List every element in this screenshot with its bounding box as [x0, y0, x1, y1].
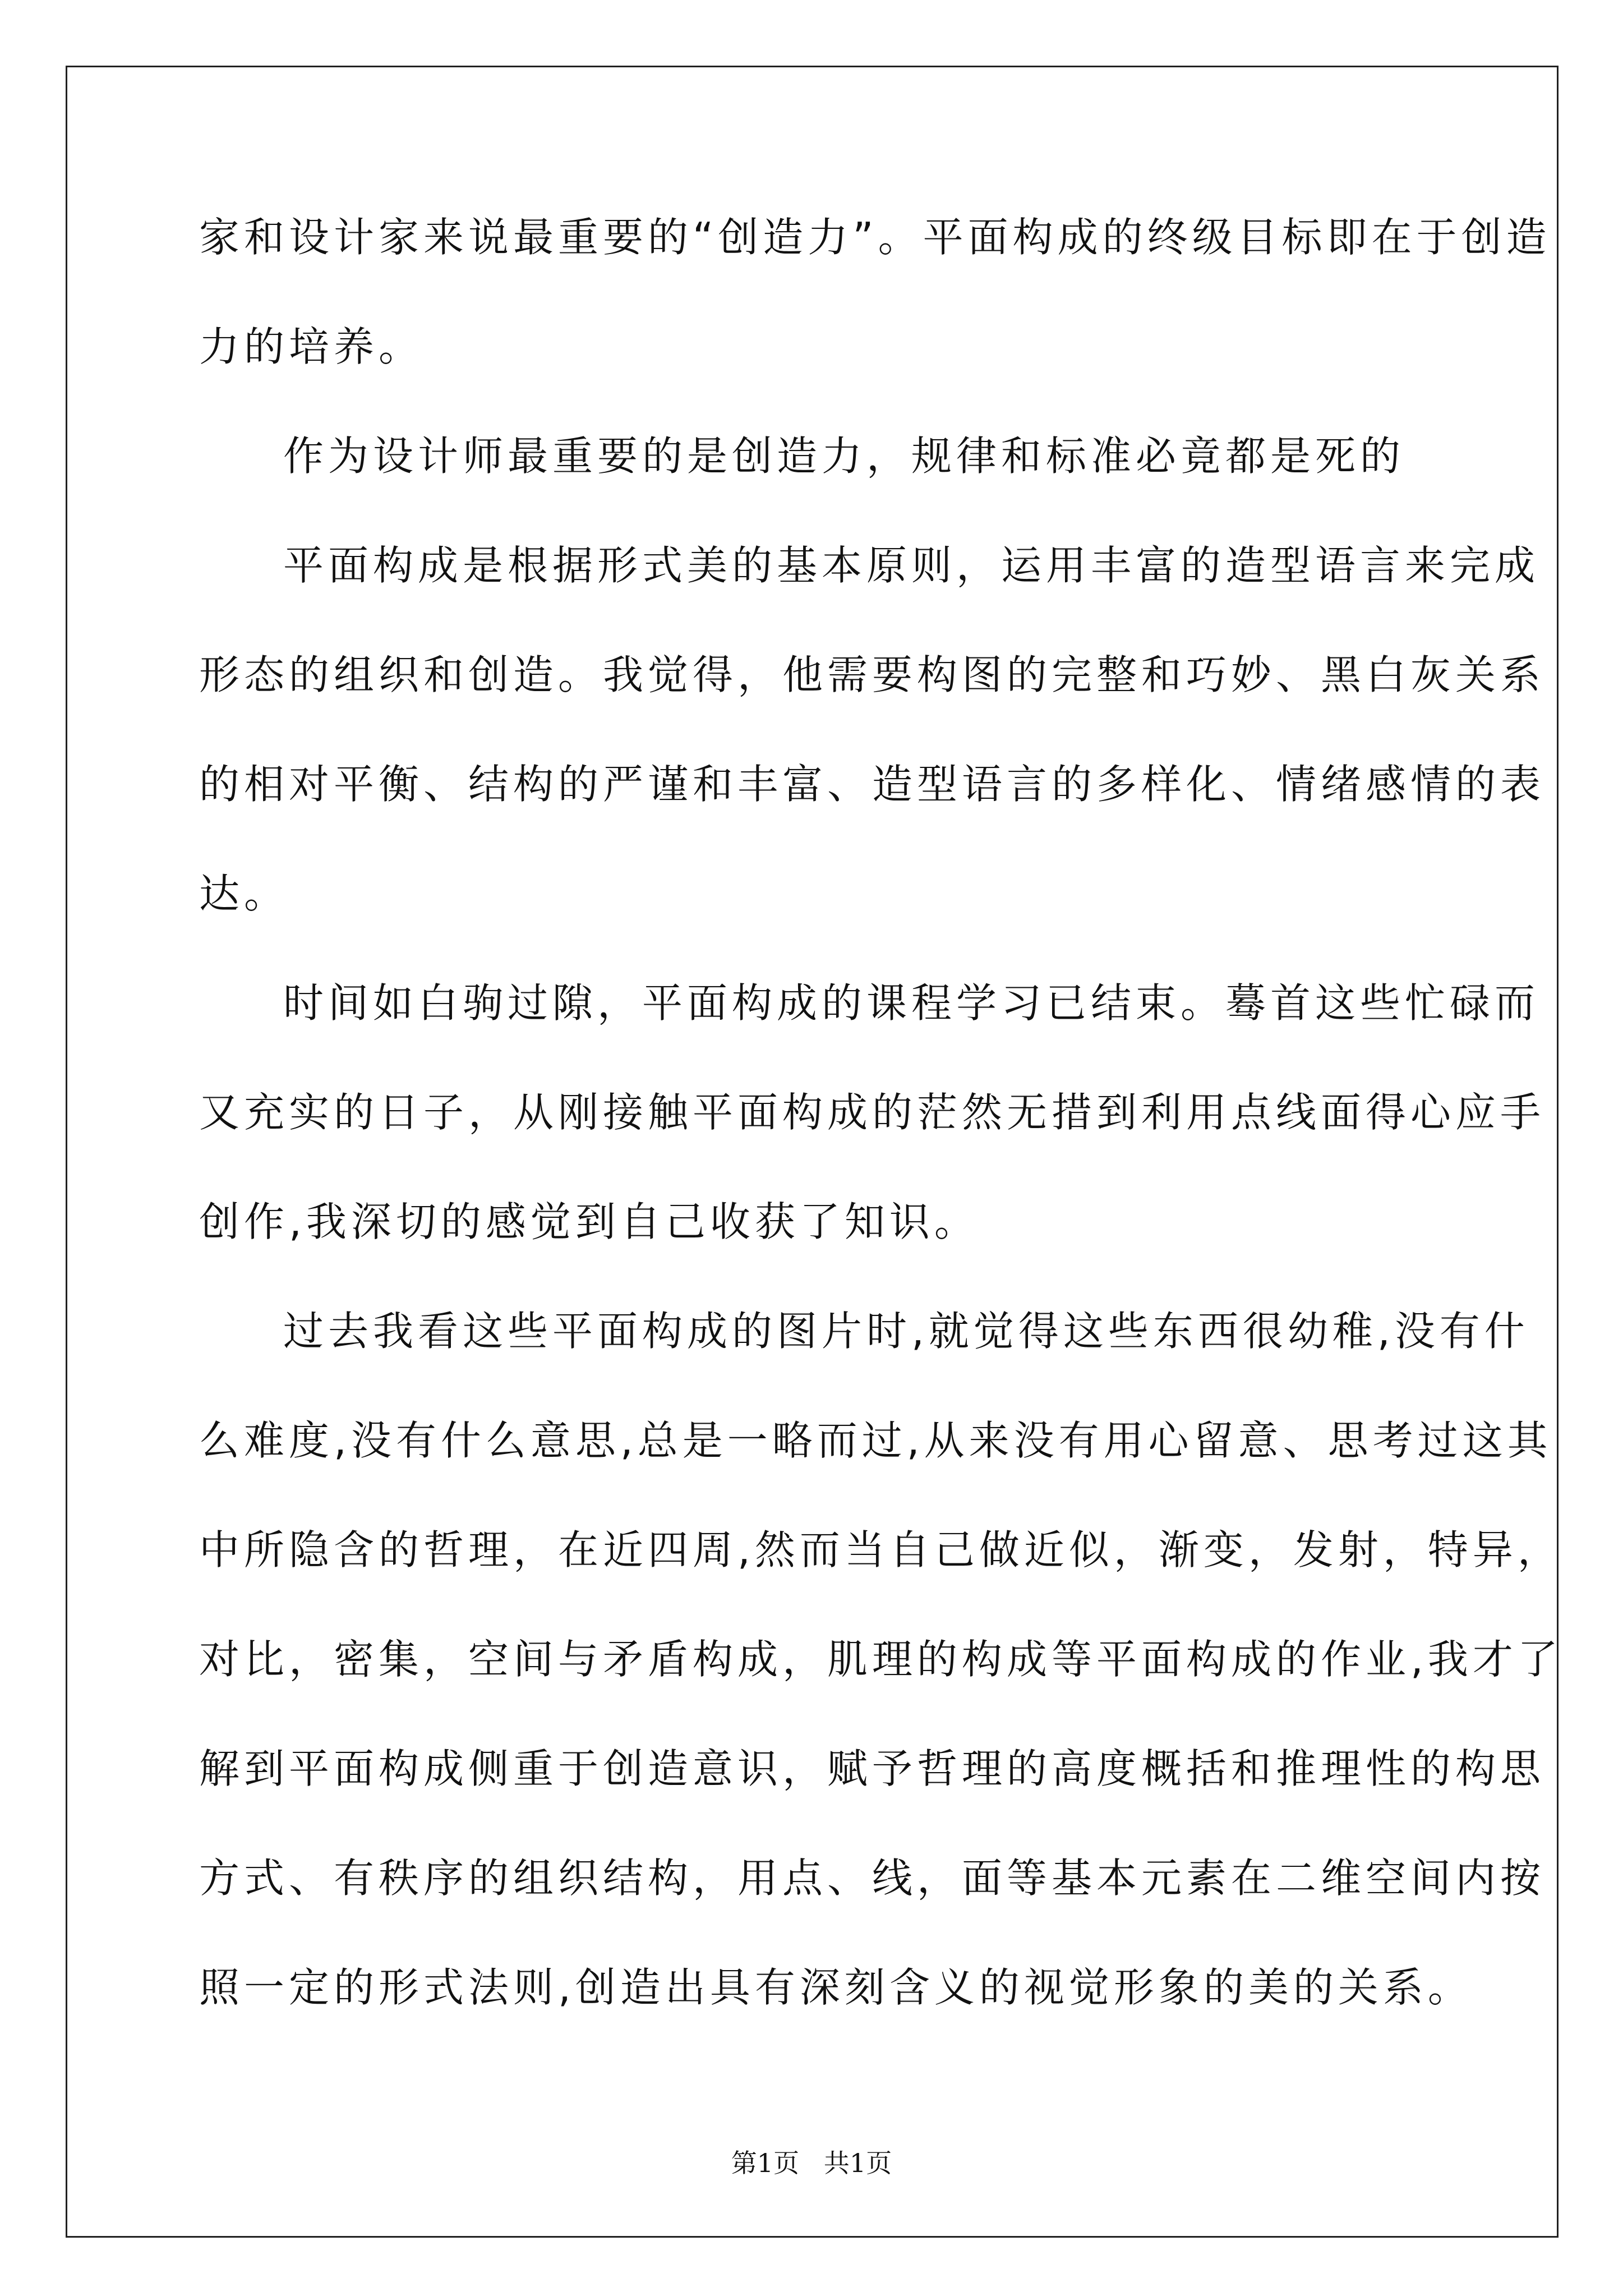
text-line: 又充实的日子，从刚接触平面构成的茫然无措到利用点线面得心应手 [199, 1089, 1546, 1136]
text-line: 创作,我深切的感觉到自己收获了知识。 [199, 1198, 979, 1245]
text-line: 对比，密集，空间与矛盾构成，肌理的构成等平面构成的作业,我才了 [199, 1636, 1562, 1683]
document-body [199, 212, 1562, 2072]
paragraph-first-line: 时间如白驹过隙，平面构成的课程学习已结束。蓦首这些忙碌而 [283, 979, 1540, 1027]
text-line: 照一定的形式法则,创造出具有深刻含义的视觉形象的美的关系。 [199, 1964, 1473, 2011]
text-line: 形态的组织和创造。我觉得，他需要构图的完整和巧妙、黑白灰关系 [199, 651, 1546, 698]
text-line: 方式、有秩序的组织结构，用点、线，面等基本元素在二维空间内按 [199, 1855, 1546, 1902]
paragraph-first-line: 作为设计师最重要的是创造力，规律和标准必竟都是死的 [283, 432, 1405, 480]
page-number-footer: 第1页 共1页 [731, 2148, 892, 2178]
text-line: 达。 [199, 870, 289, 917]
text-line: 中所隐含的哲理，在近四周,然而当自己做近似，渐变，发射，特异， [199, 1526, 1562, 1573]
text-line: 家和设计家来说最重要的“创造力”。平面构成的终级目标即在于创造 [199, 214, 1551, 261]
text-line: 么难度,没有什么意思,总是一略而过,从来没有用心留意、思考过这其 [199, 1417, 1552, 1464]
text-line: 解到平面构成侧重于创造意识，赋予哲理的高度概括和推理性的构思 [199, 1745, 1546, 1792]
paragraph-first-line: 过去我看这些平面构成的图片时,就觉得这些东西很幼稚,没有什 [283, 1308, 1529, 1355]
text-line: 的相对平衡、结构的严谨和丰富、造型语言的多样化、情绪感情的表 [199, 761, 1546, 808]
text-line: 力的培养。 [199, 323, 424, 370]
paragraph-first-line: 平面构成是根据形式美的基本原则，运用丰富的造型语言来完成 [283, 542, 1540, 589]
